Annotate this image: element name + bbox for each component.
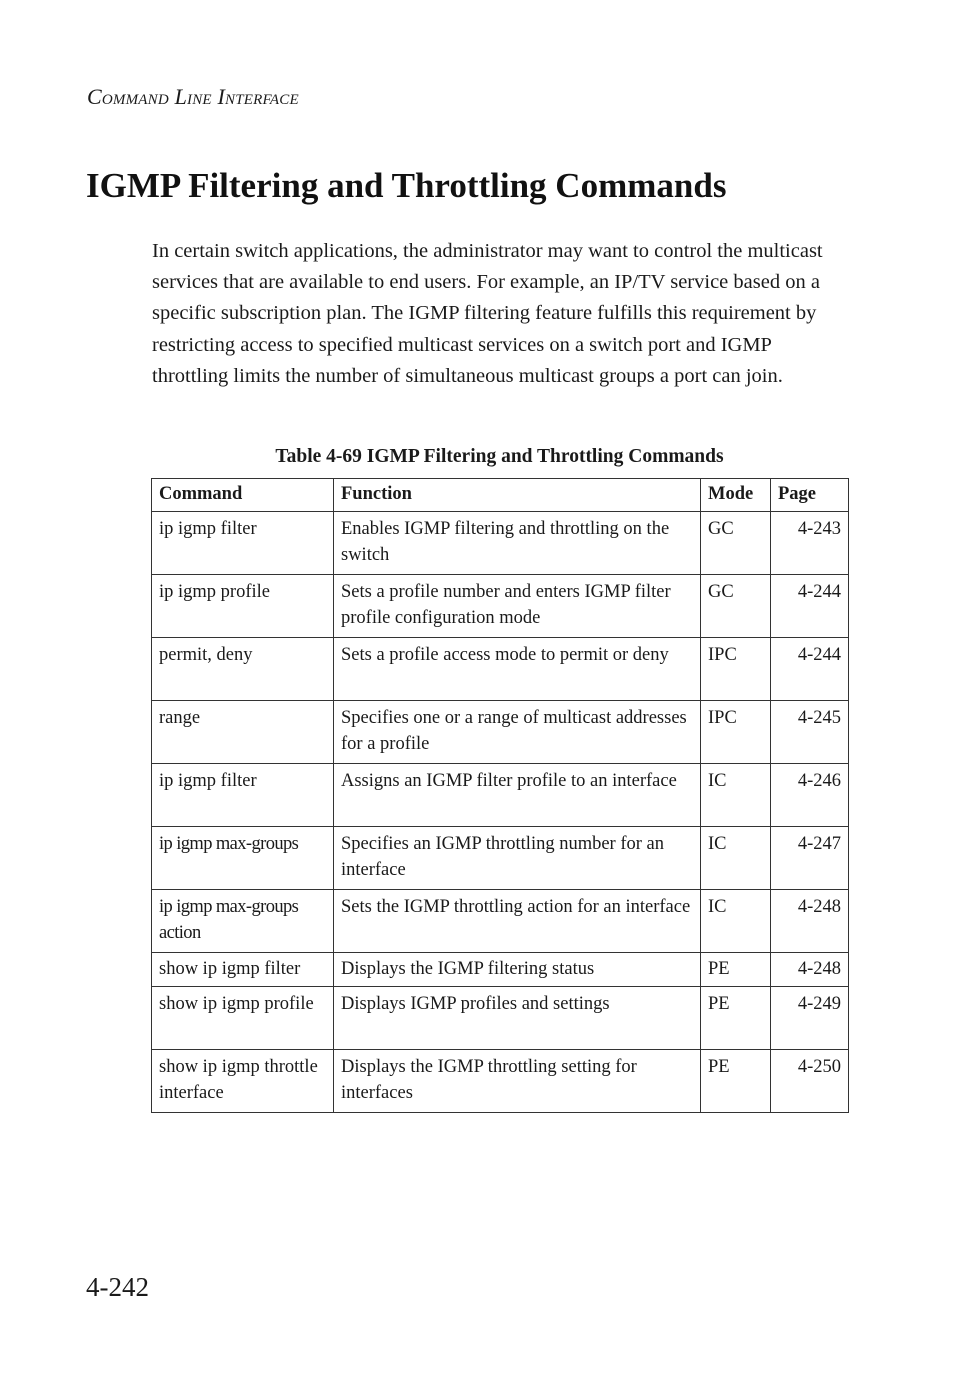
table-row	[152, 701, 849, 764]
page-number: 4-242	[86, 1272, 149, 1302]
header-command: Command	[152, 479, 334, 512]
mode-cell: PE	[701, 1050, 771, 1113]
mode-cell: PE	[701, 953, 771, 987]
header-mode: Mode	[701, 479, 771, 512]
function-cell: Sets a profile access mode to permit or deny	[334, 638, 701, 701]
mode-cell: IC	[701, 764, 771, 827]
page-cell: 4-245	[771, 701, 849, 764]
table-row	[152, 575, 849, 638]
header-function: Function	[334, 479, 701, 512]
page-cell: 4-244	[771, 638, 849, 701]
mode-cell: IPC	[701, 638, 771, 701]
function-cell: Specifies one or a range of multicast addresses for a profile	[334, 701, 701, 764]
command-cell: show ip igmp throttle interface	[152, 1050, 334, 1113]
page-cell: 4-246	[771, 764, 849, 827]
command-cell: ip igmp filter	[152, 512, 334, 575]
function-cell: Sets a profile number and enters IGMP filter profile configuration mode	[334, 575, 701, 638]
page-cell: 4-248	[771, 953, 849, 987]
page-cell: 4-250	[771, 1050, 849, 1113]
mode-cell: GC	[701, 512, 771, 575]
table-caption: Table 4-69 IGMP Filtering and Throttling Commands	[275, 446, 724, 467]
function-cell: Displays the IGMP throttling setting for interfaces	[334, 1050, 701, 1113]
command-cell: ip igmp max-groups	[152, 827, 334, 890]
mode-cell: IC	[701, 890, 771, 953]
table-row	[152, 764, 849, 827]
table-row	[152, 987, 849, 1050]
table-row	[152, 890, 849, 953]
function-cell: Sets the IGMP throttling action for an interface	[334, 890, 701, 953]
running-header: Command Line Interface	[87, 84, 299, 109]
command-cell: permit, deny	[152, 638, 334, 701]
mode-cell: PE	[701, 987, 771, 1050]
command-cell: ip igmp profile	[152, 575, 334, 638]
intro-paragraph: In certain switch applications, the administrator may want to control the multicast services that are available to end users. For example, an IP/TV service based on a specific subscription plan. The IGMP filtering feature fulfills this requirement by restricting access to specified multicast services on a switch port and IGMP throttling limits the number of simultaneous multicast groups a port can join.	[152, 240, 823, 387]
page-cell: 4-249	[771, 987, 849, 1050]
commands-table	[151, 478, 849, 1113]
mode-cell: IC	[701, 827, 771, 890]
table-row	[152, 512, 849, 575]
page-cell: 4-248	[771, 890, 849, 953]
command-cell: range	[152, 701, 334, 764]
function-cell: Specifies an IGMP throttling number for an interface	[334, 827, 701, 890]
function-cell: Assigns an IGMP filter profile to an interface	[334, 764, 701, 827]
page-cell: 4-244	[771, 575, 849, 638]
table-row	[152, 827, 849, 890]
command-cell: show ip igmp profile	[152, 987, 334, 1050]
mode-cell: GC	[701, 575, 771, 638]
function-cell: Displays IGMP profiles and settings	[334, 987, 701, 1050]
command-cell: ip igmp max-groups action	[152, 890, 334, 953]
command-cell: ip igmp filter	[152, 764, 334, 827]
table-row	[152, 638, 849, 701]
page-cell: 4-243	[771, 512, 849, 575]
function-cell: Enables IGMP filtering and throttling on the switch	[334, 512, 701, 575]
page-cell: 4-247	[771, 827, 849, 890]
table-row	[152, 953, 849, 987]
command-cell: show ip igmp filter	[152, 953, 334, 987]
table-header-row	[152, 479, 849, 512]
function-cell: Displays the IGMP filtering status	[334, 953, 701, 987]
table-row	[152, 1050, 849, 1113]
mode-cell: IPC	[701, 701, 771, 764]
header-page: Page	[771, 479, 849, 512]
section-title: IGMP Filtering and Throttling Commands	[86, 166, 727, 205]
